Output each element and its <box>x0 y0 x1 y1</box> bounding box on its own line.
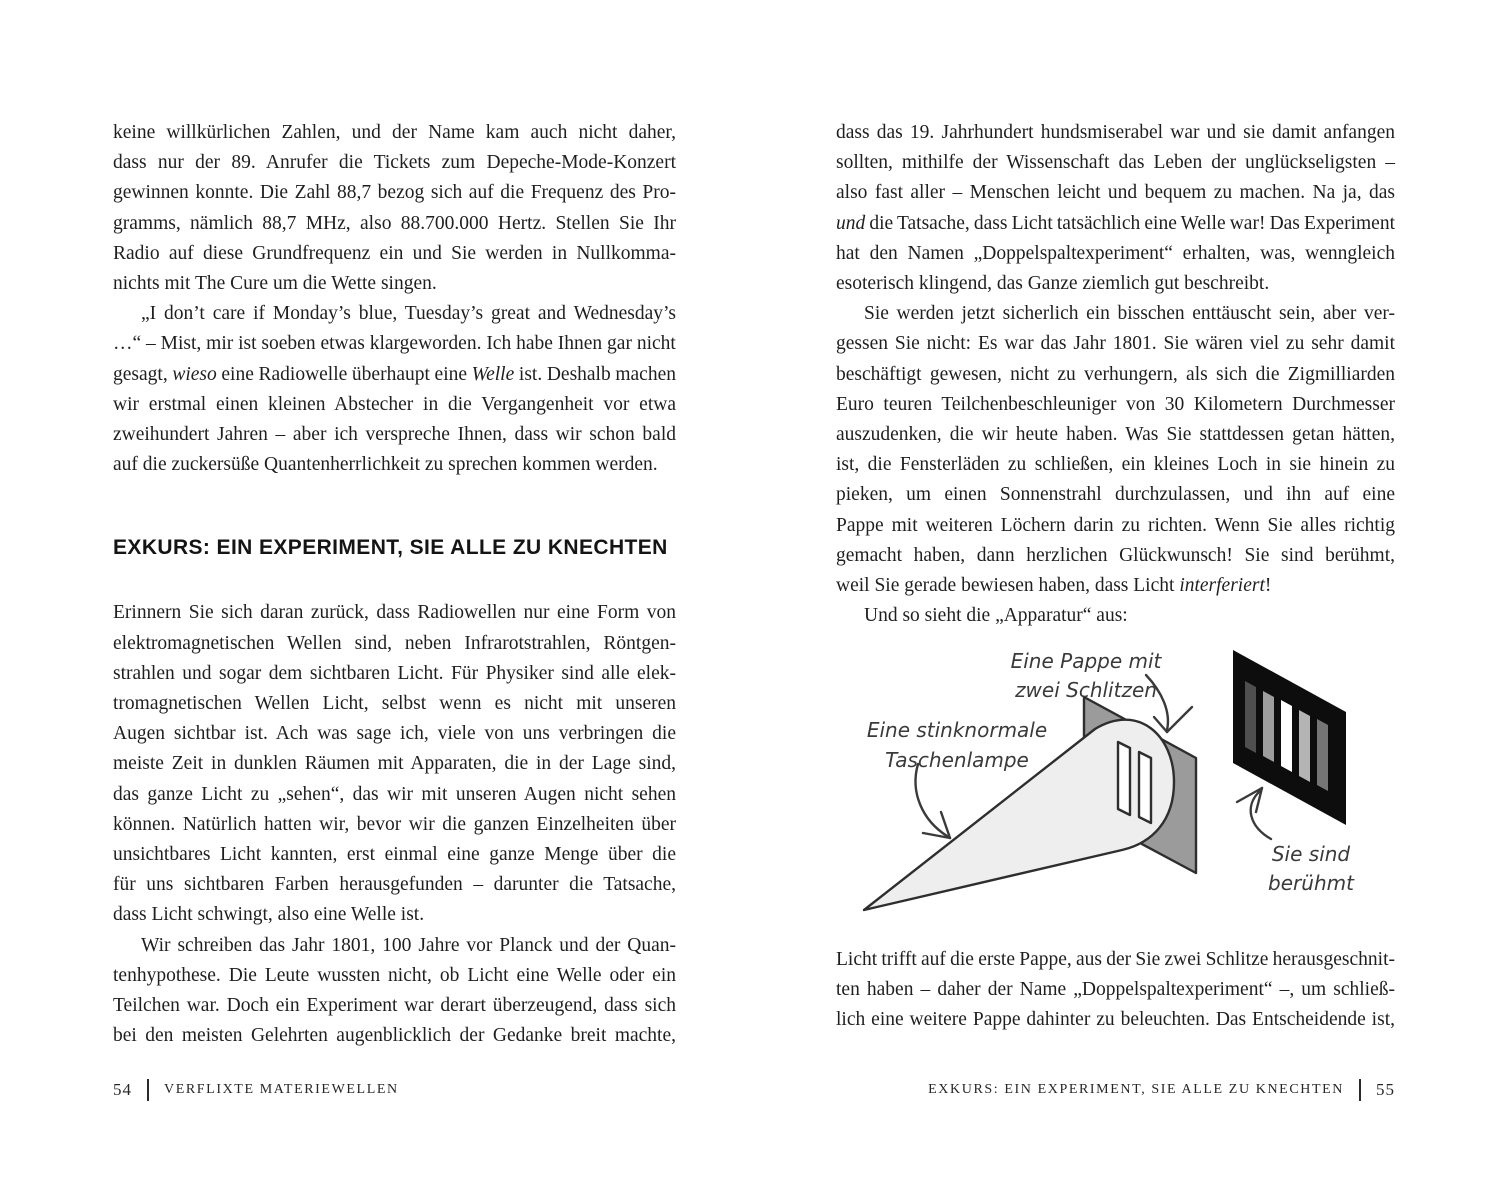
left-page-text-column <box>113 118 676 1051</box>
interference-bar <box>1317 719 1328 791</box>
left-page-footer <box>113 1079 399 1101</box>
double-slit-figure <box>830 632 1420 938</box>
text-line: gesagt, wieso eine Radiowelle überhaupt eine Welle ist. Deshalb machen <box>113 363 676 385</box>
text-line: Radio auf diese Grundfrequenz ein und Sie werden in Nullkomma- <box>113 242 676 264</box>
left-paragraphs-bottom <box>113 598 676 1051</box>
figure-label-famous-line2: berühmt <box>1268 871 1354 895</box>
text-line: dass das 19. Jahrhundert hundsmiserabel war und sie damit anfangen <box>836 122 1395 143</box>
text-line: meiste Zeit in dunklen Räumen mit Apparaten, die in der Lage sind, <box>113 753 676 775</box>
arrow-to-screen <box>1237 788 1271 839</box>
text-line: zweihundert Jahren – aber ich verspreche Ihnen, dass wir schon bald <box>113 424 676 446</box>
text-line: elektromagnetischen Wellen sind, neben Infrarotstrahlen, Röntgen- <box>113 632 676 654</box>
figure-label-famous-line1: Sie sind <box>1271 842 1351 866</box>
figure-label-flashlight-line2: Taschenlampe <box>885 748 1029 772</box>
text-line: weil Sie gerade bewiesen haben, dass Licht interferiert! <box>836 575 1272 597</box>
left-paragraphs-top <box>113 118 676 480</box>
interference-bar <box>1281 700 1292 772</box>
text-line: Wir schreiben das Jahr 1801, 100 Jahre vor Planck und der Quan- <box>141 934 676 956</box>
text-line: ten haben – daher der Name „Doppelspaltexperiment“ –, um schließ- <box>836 979 1395 1001</box>
text-line: pieken, um einen Sonnenstrahl durchzulassen, und ihn auf eine <box>836 484 1395 506</box>
interference-bar <box>1299 710 1310 782</box>
text-line: Augen sichtbar ist. Ach was sage ich, viele von uns verbringen die <box>113 723 676 745</box>
text-line: Erinnern Sie sich daran zurück, dass Radiowellen nur eine Form von <box>113 602 676 624</box>
text-line: ist, die Fensterläden zu schließen, ein kleines Loch in sie hinein zu <box>836 454 1395 476</box>
text-line: tromagnetischen Wellen Licht, selbst wenn es nicht mit unseren <box>113 693 676 715</box>
text-line: strahlen und sogar dem sichtbaren Licht. Für Physiker sind alle elek- <box>113 662 676 684</box>
text-line: auf die zuckersüße Quantenherrlichkeit zu sprechen kommen werden. <box>113 454 658 476</box>
text-line: Teilchen war. Doch ein Experiment war derart überzeugend, dass sich <box>113 995 676 1017</box>
text-line: beschäftigt gewesen, nicht zu verhungern, als sich die Zigmilliarden <box>836 363 1395 385</box>
figure-label-slits-line2: zwei Schlitzen <box>1015 678 1157 702</box>
left-page-number: 54 <box>113 1080 132 1099</box>
text-line: gemacht haben, dann herzlichen Glückwunsch! Sie sind berühmt, <box>836 544 1395 566</box>
text-line: das ganze Licht zu „sehen“, das wir mit unseren Augen nicht sehen <box>113 783 676 805</box>
text-line: Euro teuren Teilchenbeschleuniger von 30 Kilometern Durchmesser <box>836 393 1395 415</box>
text-line: tenhypothese. Die Leute wussten nicht, ob Licht eine Welle oder ein <box>113 964 676 986</box>
text-line: …“ – Mist, mir ist soeben etwas klargeworden. Ich habe Ihnen gar nicht <box>113 333 676 355</box>
text-line: hat den Namen „Doppelspaltexperiment“ erhalten, was, wenngleich <box>836 242 1395 264</box>
figure-label-slits-line1: Eine Pappe mit <box>1010 649 1162 673</box>
text-line: also fast aller – Menschen leicht und bequem zu machen. Na ja, das <box>836 182 1395 204</box>
left-footer-title: VERFLIXTE MATERIEWELLEN <box>164 1082 399 1097</box>
right-footer-title: EXKURS: EIN EXPERIMENT, SIE ALLE ZU KNECHTEN <box>928 1082 1344 1097</box>
text-line: keine willkürlichen Zahlen, und der Name kam auch nicht daher, <box>113 122 676 143</box>
text-line: Pappe mit weiteren Löchern darin zu richten. Wenn Sie alles richtig <box>836 514 1395 536</box>
text-line: und die Tatsache, dass Licht tatsächlich eine Welle war! Das Experiment <box>836 212 1395 234</box>
arrow-to-beam <box>916 764 950 838</box>
text-line: sollten, mithilfe der Wissenschaft das Leben der unglückseligsten – <box>836 152 1395 174</box>
text-line: wir erstmal einen kleinen Abstecher in die Vergangenheit vor etwa <box>113 393 676 415</box>
section-heading: EXKURS: EIN EXPERIMENT, SIE ALLE ZU KNECHTEN <box>113 536 668 560</box>
right-page-text-column-bottom <box>836 945 1395 1036</box>
text-line: gramms, nämlich 88,7 MHz, also 88.700.000 Hertz. Stellen Sie Ihr <box>113 212 676 234</box>
text-line: „I don’t care if Monday’s blue, Tuesday’s great and Wednesday’s <box>141 303 676 325</box>
text-line: dass Licht schwingt, also eine Welle ist. <box>113 904 425 926</box>
interference-bar <box>1245 681 1256 753</box>
text-line: Sie werden jetzt sicherlich ein bisschen enttäuscht sein, aber ver- <box>864 303 1395 325</box>
text-line: esoterisch klingend, das Ganze ziemlich gut beschreibt. <box>836 273 1270 295</box>
text-line: gewinnen konnte. Die Zahl 88,7 bezog sich auf die Frequenz des Pro- <box>113 182 676 204</box>
text-line: unsichtbares Licht kannten, erst einmal eine ganze Menge über die <box>113 844 676 866</box>
text-line: gessen Sie nicht: Es war das Jahr 1801. Sie wären viel zu sehr damit <box>836 333 1395 355</box>
slit-right-shape <box>1139 752 1151 823</box>
footer-divider <box>1359 1079 1361 1101</box>
text-line: Und so sieht die „Apparatur“ aus: <box>864 605 1128 627</box>
right-page-footer <box>836 1079 1395 1101</box>
text-line: bei den meisten Gelehrten augenblicklich der Gedanke breit machte, <box>113 1025 676 1047</box>
text-line: dass nur der 89. Anrufer die Tickets zum Depeche-Mode-Konzert <box>113 152 676 174</box>
footer-divider <box>147 1079 149 1101</box>
interference-bar <box>1263 691 1274 762</box>
text-line: nichts mit The Cure um die Wette singen. <box>113 273 437 295</box>
text-line: Licht trifft auf die erste Pappe, aus der Sie zwei Schlitze herausgeschnit- <box>836 949 1395 970</box>
slit-left-shape <box>1118 742 1130 815</box>
text-line: lich eine weitere Pappe dahinter zu beleuchten. Das Entscheidende ist, <box>836 1009 1395 1031</box>
right-page-text-column-top <box>836 118 1395 631</box>
text-line: auszudenken, die wir heute haben. Was Sie stattdessen getan hätten, <box>836 424 1395 446</box>
right-page-number: 55 <box>1376 1080 1395 1099</box>
text-line: für uns sichtbaren Farben herausgefunden – darunter die Tatsache, <box>113 874 676 896</box>
text-line: können. Natürlich hatten wir, bevor wir die ganzen Einzelheiten über <box>113 813 676 835</box>
figure-label-flashlight-line1: Eine stinknormale <box>866 718 1048 742</box>
